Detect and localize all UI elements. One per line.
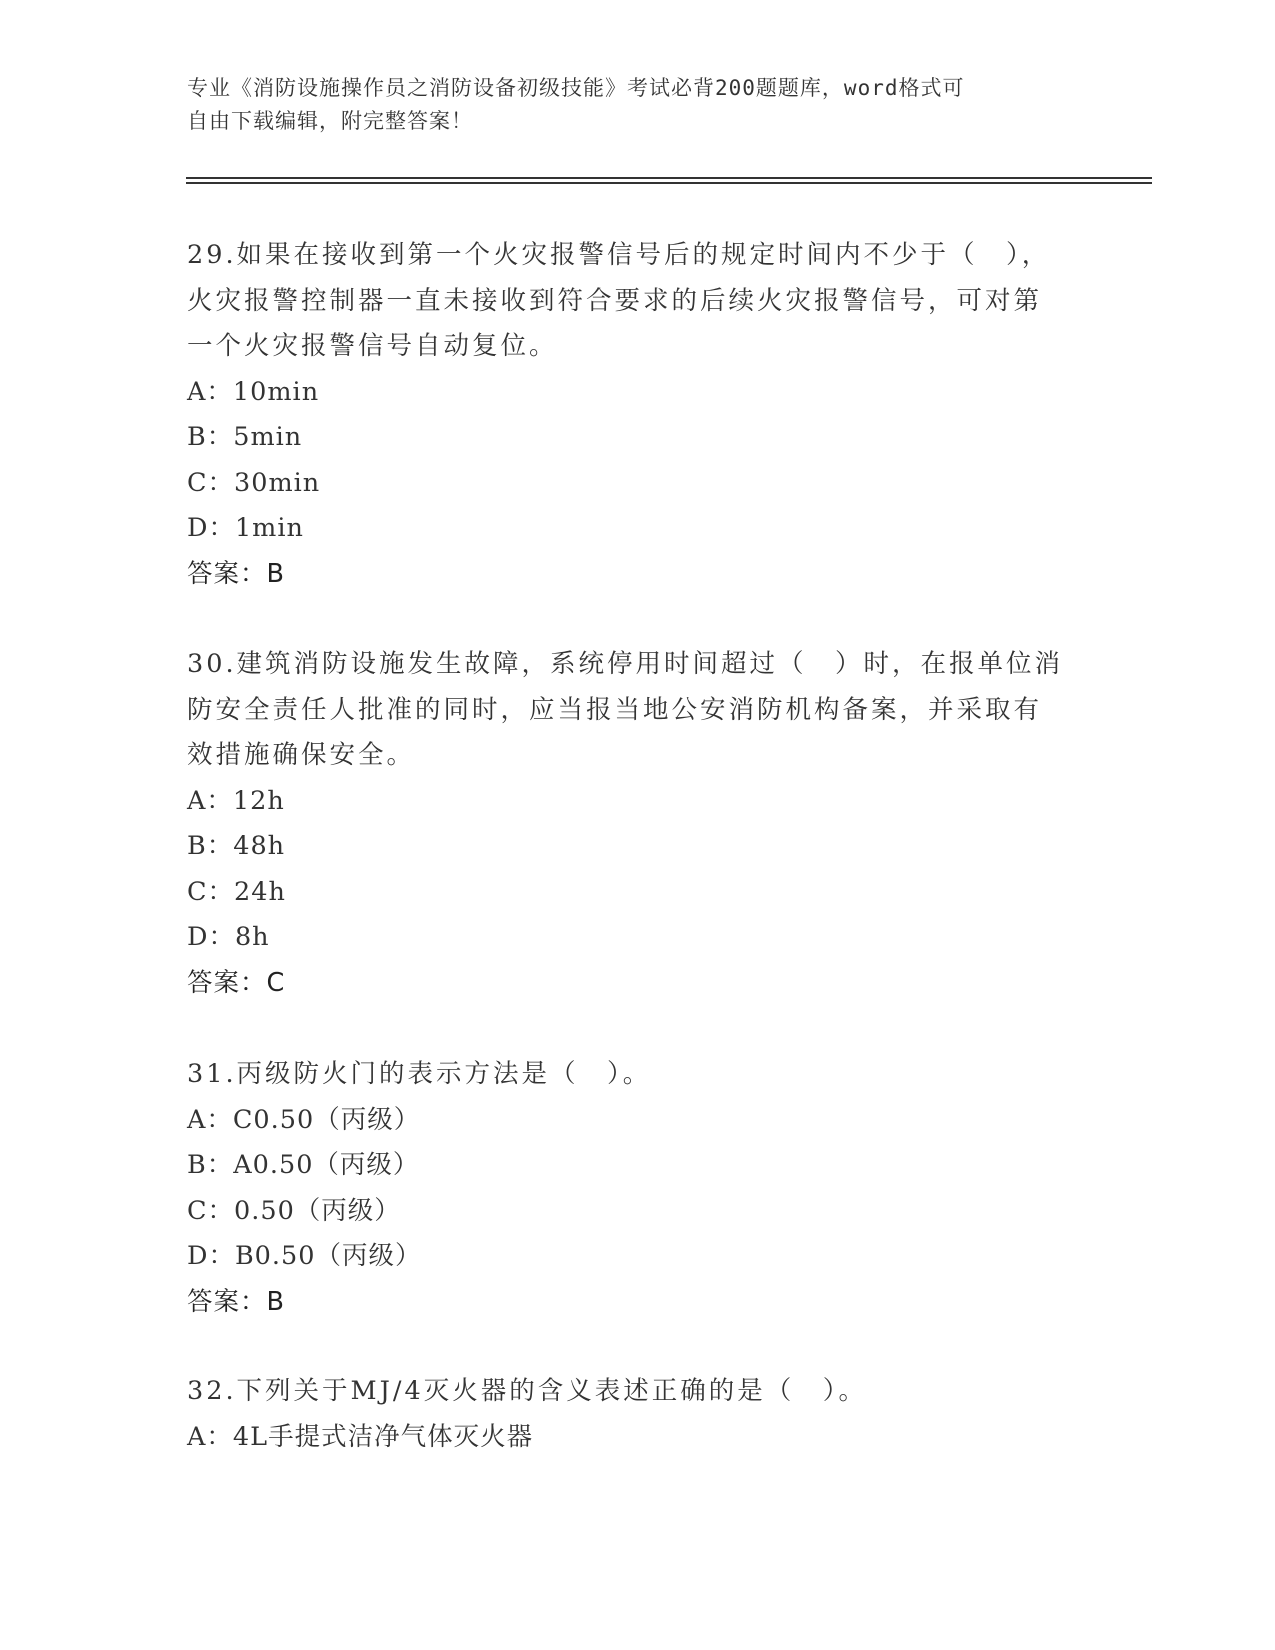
header-divider-bottom (186, 182, 1152, 184)
option-b: B：48h (187, 831, 286, 861)
option-d: D：8h (187, 922, 270, 952)
header-line-2: 自由下载编辑，附完整答案！ (187, 109, 473, 133)
option-b: B：A0.50（丙级） (187, 1150, 420, 1180)
question-stem-line: 一个火灾报警信号自动复位。 (187, 331, 558, 361)
option-c: C：24h (187, 876, 286, 907)
question-29 (187, 233, 1077, 597)
answer: 答案：B (187, 558, 285, 589)
option-a: A：10min (187, 376, 320, 407)
question-stem-line: 效措施确保安全。 (187, 740, 416, 770)
option-a: A：4L手提式洁净气体灭火器 (187, 1421, 534, 1452)
question-32 (187, 1369, 1077, 1460)
option-d: D：1min (187, 513, 304, 543)
header-divider-top (186, 177, 1152, 179)
option-c: C：30min (187, 467, 321, 498)
answer: 答案：C (187, 967, 286, 998)
question-stem-line: 32.下列关于MJ/4灭火器的含义表述正确的是（ ）。 (187, 1376, 867, 1406)
question-stem-line: 防安全责任人批准的同时，应当报当地公安消防机构备案，并采取有 (187, 694, 1043, 725)
option-a: A：12h (187, 785, 285, 816)
question-stem-line: 31.丙级防火门的表示方法是（ ）。 (187, 1059, 652, 1089)
option-a: A：C0.50（丙级） (187, 1104, 421, 1135)
option-d: D：B0.50（丙级） (187, 1241, 422, 1271)
question-stem-line: 30.建筑消防设施发生故障，系统停用时间超过（ ）时，在报单位消 (187, 649, 1064, 679)
question-31 (187, 1052, 1077, 1325)
question-stem-line: 29.如果在接收到第一个火灾报警信号后的规定时间内不少于（ ）， (187, 240, 1051, 270)
answer: 答案：B (187, 1286, 285, 1317)
option-b: B：5min (187, 422, 303, 452)
header-line-1: 专业《消防设施操作员之消防设备初级技能》考试必背200题题库，word格式可 (187, 76, 965, 100)
question-stem-line: 火灾报警控制器一直未接收到符合要求的后续火灾报警信号，可对第 (187, 285, 1043, 316)
question-30 (187, 642, 1077, 1006)
document-header (187, 72, 1087, 138)
option-c: C：0.50（丙级） (187, 1195, 401, 1226)
